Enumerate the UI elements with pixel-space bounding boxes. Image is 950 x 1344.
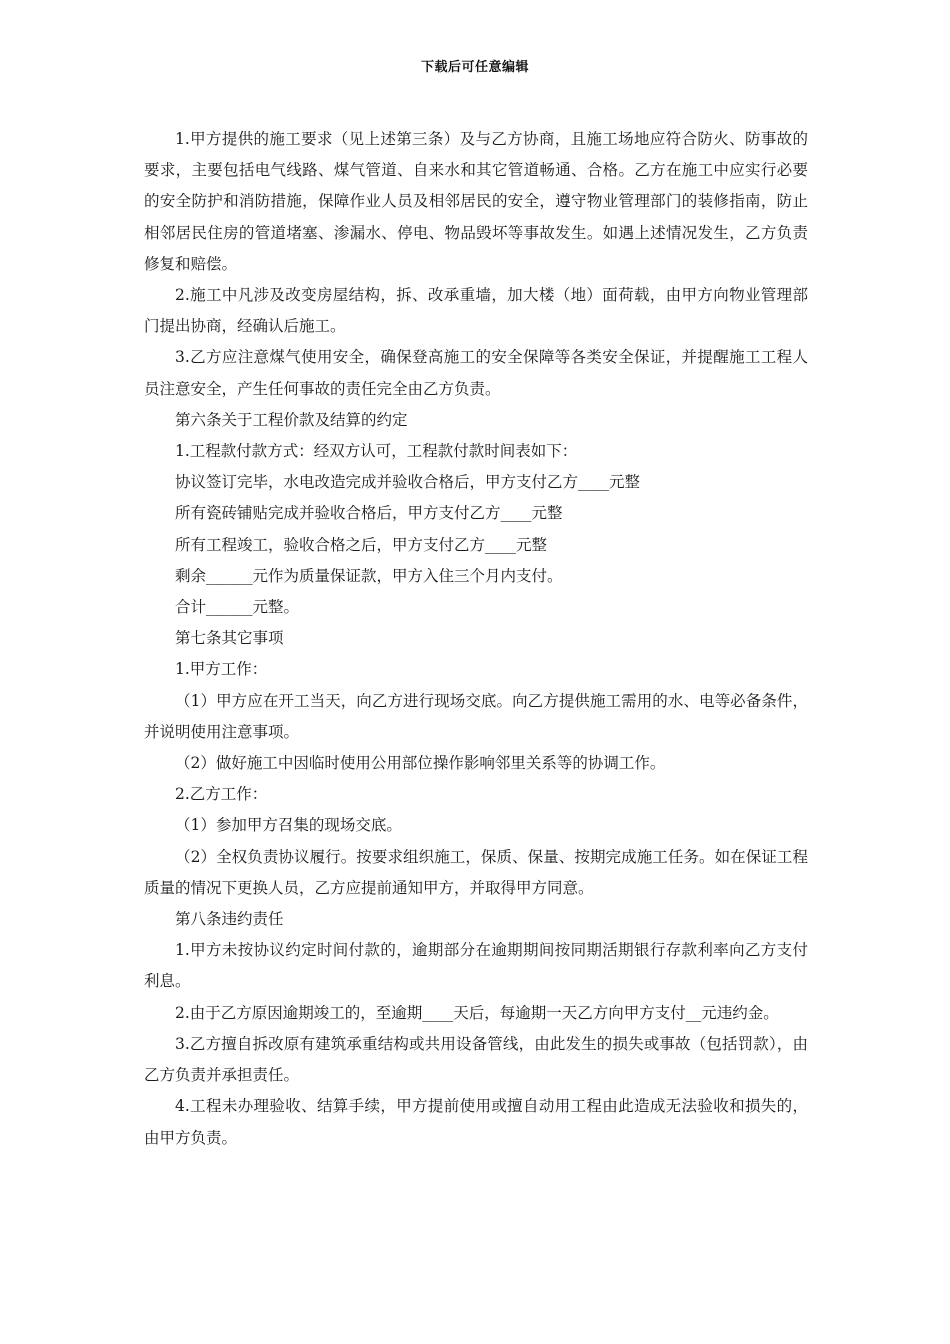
payment-line: 协议签订完毕，水电改造完成并验收合格后，甲方支付乙方____元整	[175, 473, 641, 492]
clause-paragraph: 2.乙方工作：	[175, 785, 268, 804]
payment-line: 剩余______元作为质量保证款，甲方入住三个月内支付。	[175, 566, 563, 585]
document-body	[144, 124, 808, 1154]
clause-paragraph: （2）全权负责协议履行。按要求组织施工，保质、保量、按期完成施工任务。如在保证工程质量的情况下更换人员，乙方应提前通知甲方，并取得甲方同意。	[144, 847, 808, 897]
payment-line: 所有瓷砖铺贴完成并验收合格后，甲方支付乙方____元整	[175, 504, 563, 523]
section-heading: 第七条其它事项	[175, 629, 284, 648]
clause-paragraph: 1.甲方工作：	[175, 660, 268, 679]
page-header: 下载后可任意编辑	[420, 60, 529, 75]
section-heading: 第八条违约责任	[175, 910, 284, 929]
section-heading: 第六条关于工程价款及结算的约定	[175, 410, 408, 429]
clause-paragraph: （1）参加甲方召集的现场交底。	[175, 816, 402, 835]
clause-paragraph: 1.甲方未按协议约定时间付款的，逾期部分在逾期期间按同期活期银行存款利率向乙方支付利息。	[144, 941, 808, 991]
clause-paragraph: 3.乙方应注意煤气使用安全，确保登高施工的安全保障等各类安全保证，并提醒施工工程人员注意安全，产生任何事故的责任完全由乙方负责。	[144, 348, 808, 398]
clause-paragraph: 3.乙方擅自拆改原有建筑承重结构或共用设备管线，由此发生的损失或事故（包括罚款），由乙方负责并承担责任。	[144, 1034, 808, 1085]
clause-paragraph: 4.工程未办理验收、结算手续，甲方提前使用或擅自动用工程由此造成无法验收和损失的，由甲方负责。	[144, 1097, 808, 1147]
clause-paragraph: 1.甲方提供的施工要求（见上述第三条）及与乙方协商，且施工场地应符合防火、防事故的要求，主要包括电气线路、煤气管道、自来水和其它管道畅通、合格。乙方在施工中应实行必要的安全防护和消防措施，保障作业人员及相邻居民的安全，遵守物业管理部门的装修指南，防止相邻居民住房的管道堵塞、渗漏水、停电、物品毁坏等事故发生。如遇上述情况发生，乙方负责修复和赔偿。	[144, 130, 808, 273]
clause-paragraph: 2.由于乙方原因逾期竣工的，至逾期____天后，每逾期一天乙方向甲方支付__元违约金。	[175, 1003, 779, 1022]
clause-paragraph: （1）甲方应在开工当天，向乙方进行现场交底。向乙方提供施工需用的水、电等必备条件，并说明使用注意事项。	[144, 691, 808, 741]
payment-total: 合计______元整。	[175, 598, 300, 617]
clause-paragraph: （2）做好施工中因临时使用公用部位操作影响邻里关系等的协调工作。	[175, 754, 666, 773]
clause-paragraph: 1.工程款付款方式：经双方认可，工程款付款时间表如下：	[175, 442, 578, 461]
payment-line: 所有工程竣工，验收合格之后，甲方支付乙方____元整	[175, 535, 548, 554]
clause-paragraph: 2.施工中凡涉及改变房屋结构，拆、改承重墙，加大楼（地）面荷载，由甲方向物业管理部门提出协商，经确认后施工。	[144, 286, 808, 336]
